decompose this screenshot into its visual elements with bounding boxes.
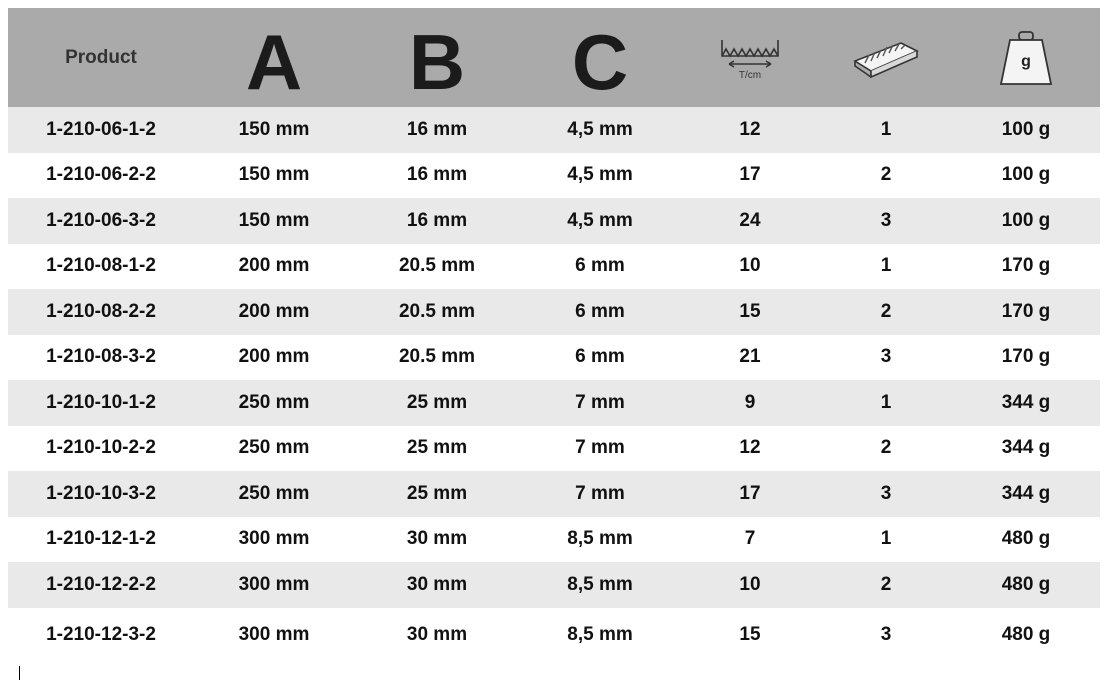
- cell-col-b: 30 mm: [406, 573, 468, 595]
- cell-col-c: 7 mm: [575, 482, 625, 504]
- cell-product: 1-210-12-3-2: [46, 624, 156, 645]
- cell-weight: 344 g: [1001, 482, 1051, 504]
- cell-teeth: 7: [744, 528, 756, 550]
- cell-col-c: 6 mm: [575, 300, 625, 322]
- cell-teeth: 17: [739, 164, 761, 186]
- cell-weight: 344 g: [1001, 437, 1051, 459]
- text-cursor: [19, 666, 20, 680]
- cell-cut: 3: [880, 346, 892, 368]
- cell-col-c: 7 mm: [575, 437, 625, 459]
- cell-teeth: 15: [739, 300, 761, 322]
- cell-teeth: 21: [739, 346, 761, 368]
- cell-weight: 100 g: [1001, 118, 1051, 140]
- table-row: [8, 335, 1100, 381]
- table-row: [8, 608, 1100, 663]
- cell-weight: 480 g: [1001, 528, 1051, 550]
- cell-cut: 3: [880, 624, 892, 645]
- table-row: [8, 289, 1100, 335]
- cell-col-b: 30 mm: [406, 624, 468, 645]
- cell-teeth: 17: [739, 482, 761, 504]
- cell-col-c: 7 mm: [575, 391, 625, 413]
- cell-cut: 2: [880, 164, 892, 186]
- cell-weight: 480 g: [1001, 573, 1051, 595]
- cell-teeth: 9: [744, 391, 756, 413]
- table-row: [8, 198, 1100, 244]
- cell-col-a: 300 mm: [238, 573, 310, 595]
- cell-weight: 100 g: [1001, 209, 1051, 231]
- cell-product: 1-210-10-1-2: [46, 391, 156, 413]
- cell-col-a: 300 mm: [238, 624, 310, 645]
- cell-product: 1-210-06-2-2: [46, 164, 156, 186]
- cell-cut: 1: [880, 391, 892, 413]
- cell-weight: 170 g: [1001, 255, 1051, 277]
- cell-weight: 100 g: [1001, 164, 1051, 186]
- teeth-unit-label: T/cm: [738, 69, 762, 81]
- cell-weight: 170 g: [1001, 300, 1051, 322]
- cell-col-a: 200 mm: [238, 346, 310, 368]
- table-row: [8, 471, 1100, 517]
- cell-cut: 1: [880, 255, 892, 277]
- cell-product: 1-210-06-1-2: [46, 118, 156, 140]
- cell-teeth: 12: [739, 437, 761, 459]
- cell-col-c: 6 mm: [575, 255, 625, 277]
- cell-cut: 1: [880, 528, 892, 550]
- cell-cut: 2: [880, 300, 892, 322]
- cell-col-b: 16 mm: [406, 118, 468, 140]
- product-spec-table: [8, 8, 1100, 663]
- cell-product: 1-210-08-3-2: [46, 346, 156, 368]
- cell-product: 1-210-10-3-2: [46, 482, 156, 504]
- cell-col-c: 4,5 mm: [567, 164, 633, 186]
- cell-col-c: 6 mm: [575, 346, 625, 368]
- cell-product: 1-210-10-2-2: [46, 437, 156, 459]
- cell-col-b: 25 mm: [406, 391, 468, 413]
- cell-col-b: 25 mm: [406, 482, 468, 504]
- cell-product: 1-210-12-1-2: [46, 528, 156, 550]
- cell-weight: 170 g: [1001, 346, 1051, 368]
- cell-col-a: 250 mm: [238, 482, 310, 504]
- cell-col-a: 150 mm: [238, 209, 310, 231]
- cell-product: 1-210-06-3-2: [46, 209, 156, 231]
- cell-col-b: 16 mm: [406, 164, 468, 186]
- table-row: [8, 153, 1100, 199]
- weight-unit-label: g: [1021, 52, 1031, 70]
- cell-cut: 1: [880, 118, 892, 140]
- cell-teeth: 12: [739, 118, 761, 140]
- header-col-a: A: [245, 17, 303, 106]
- table-row: [8, 380, 1100, 426]
- header-product: Product: [65, 46, 137, 68]
- table-row: [8, 562, 1100, 608]
- cell-col-a: 250 mm: [238, 437, 310, 459]
- cell-col-a: 300 mm: [238, 528, 310, 550]
- header-col-c: C: [571, 17, 629, 106]
- cell-teeth: 10: [739, 573, 761, 595]
- table-row: [8, 426, 1100, 472]
- cell-cut: 2: [880, 437, 892, 459]
- cell-col-b: 25 mm: [406, 437, 468, 459]
- cell-col-b: 16 mm: [406, 209, 468, 231]
- cell-weight: 344 g: [1001, 391, 1051, 413]
- cell-col-c: 4,5 mm: [567, 118, 633, 140]
- cell-cut: 2: [880, 573, 892, 595]
- table-row: [8, 244, 1100, 290]
- cell-col-b: 20.5 mm: [398, 300, 476, 322]
- cell-col-a: 200 mm: [238, 255, 310, 277]
- cell-col-c: 8,5 mm: [567, 573, 633, 595]
- cell-cut: 3: [880, 209, 892, 231]
- table-row: [8, 517, 1100, 563]
- cell-col-a: 250 mm: [238, 391, 310, 413]
- table-row: [8, 107, 1100, 153]
- table-header: [8, 8, 1100, 107]
- table-body: [8, 107, 1100, 663]
- cell-col-c: 8,5 mm: [567, 528, 633, 550]
- cell-product: 1-210-12-2-2: [46, 573, 156, 595]
- cell-col-b: 20.5 mm: [398, 346, 476, 368]
- cell-col-a: 150 mm: [238, 118, 310, 140]
- file-cut-icon: [820, 8, 952, 107]
- thread-pitch-icon: [680, 8, 820, 107]
- weight-icon: [952, 8, 1100, 107]
- cell-teeth: 10: [739, 255, 761, 277]
- cell-col-a: 150 mm: [238, 164, 310, 186]
- header-col-b: B: [408, 17, 466, 106]
- cell-teeth: 15: [739, 624, 761, 645]
- cell-col-b: 30 mm: [406, 528, 468, 550]
- cell-product: 1-210-08-1-2: [46, 255, 156, 277]
- cell-product: 1-210-08-2-2: [46, 300, 156, 322]
- cell-col-b: 20.5 mm: [398, 255, 476, 277]
- cell-col-c: 8,5 mm: [567, 624, 633, 645]
- cell-col-c: 4,5 mm: [567, 209, 633, 231]
- cell-cut: 3: [880, 482, 892, 504]
- cell-col-a: 200 mm: [238, 300, 310, 322]
- cell-teeth: 24: [739, 209, 761, 231]
- cell-weight: 480 g: [1001, 624, 1051, 645]
